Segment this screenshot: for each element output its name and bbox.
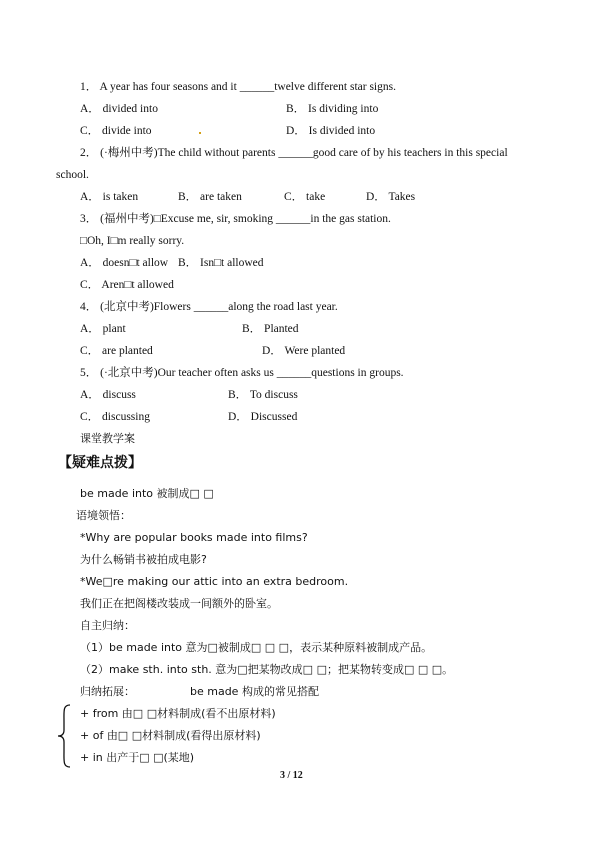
q4-option-a: A． plant: [80, 323, 126, 335]
context-label: 语境领悟：: [76, 509, 131, 522]
question-3-reply: □Oh, I□m really sorry.: [80, 235, 185, 247]
q3-option-c: C． Aren□t allowed: [80, 279, 174, 291]
q1-option-c: C． divide into: [80, 125, 152, 137]
q5-option-a: A． discuss: [80, 389, 136, 401]
collocation-in: + in 出产于□ □(某地): [80, 751, 195, 764]
question-2-stem-cont: school.: [56, 169, 89, 181]
extension-title: be made 构成的常见搭配: [190, 685, 319, 698]
summary-item-2: （2）make sth. into sth. 意为□把某物改成□ □；把某物转变成□ □ □。: [80, 663, 454, 676]
q1-option-d: D． Is divided into: [286, 125, 376, 137]
q2-option-c: C． take: [284, 191, 326, 203]
q4-option-b: B． Planted: [242, 323, 299, 335]
q5-option-b: B． To discuss: [228, 389, 298, 401]
q5-option-c: C． discussing: [80, 411, 150, 423]
section-note: 课堂教学案: [80, 432, 135, 445]
q1-option-b: B． Is dividing into: [286, 103, 379, 115]
q5-option-d: D． Discussed: [228, 411, 298, 423]
stray-dot: [199, 132, 201, 134]
topic-title: be made into 被制成□ □: [80, 487, 214, 500]
q1-option-a: A． divided into: [80, 103, 158, 115]
question-3-stem: 3． (福州中考)□Excuse me, sir, smoking ______in the gas station.: [80, 213, 391, 225]
question-1-stem: 1． A year has four seasons and it ______twelve different star signs.: [80, 81, 396, 93]
summary-label: 自主归纳：: [80, 619, 135, 632]
q4-option-c: C． are planted: [80, 345, 153, 357]
example-2-cn: 我们正在把阁楼改装成一间额外的卧室。: [80, 597, 278, 610]
page-number: 3 / 12: [280, 770, 303, 781]
q3-option-b: B． Isn□t allowed: [178, 257, 264, 269]
example-1-cn: 为什么畅销书被拍成电影?: [80, 553, 207, 566]
q4-option-d: D． Were planted: [262, 345, 346, 357]
example-2-en: *We□re making our attic into an extra bedroom.: [80, 575, 349, 588]
extension-label: 归纳拓展：: [80, 685, 135, 698]
example-1-en: *Why are popular books made into films?: [80, 531, 308, 544]
left-brace: [56, 703, 76, 769]
q2-option-b: B． are taken: [178, 191, 242, 203]
collocation-from: + from 由□ □材料制成(看不出原材料): [80, 707, 276, 720]
collocation-of: + of 由□ □材料制成(看得出原材料): [80, 729, 261, 742]
q3-option-a: A． doesn□t allow: [80, 257, 169, 269]
question-4-stem: 4． (北京中考)Flowers ______along the road last year.: [80, 301, 338, 313]
q2-option-d: D． Takes: [366, 191, 416, 203]
question-5-stem: 5． (·北京中考)Our teacher often asks us ______questions in groups.: [80, 367, 404, 379]
question-2-stem: 2． (·梅州中考)The child without parents ______good care of by his teachers in this special: [80, 147, 508, 159]
section-heading: 【疑难点拨】: [58, 455, 142, 471]
summary-item-1: （1）be made into 意为□被制成□ □ □，表示某种原料被制成产品。: [80, 641, 433, 654]
q2-option-a: A． is taken: [80, 191, 139, 203]
